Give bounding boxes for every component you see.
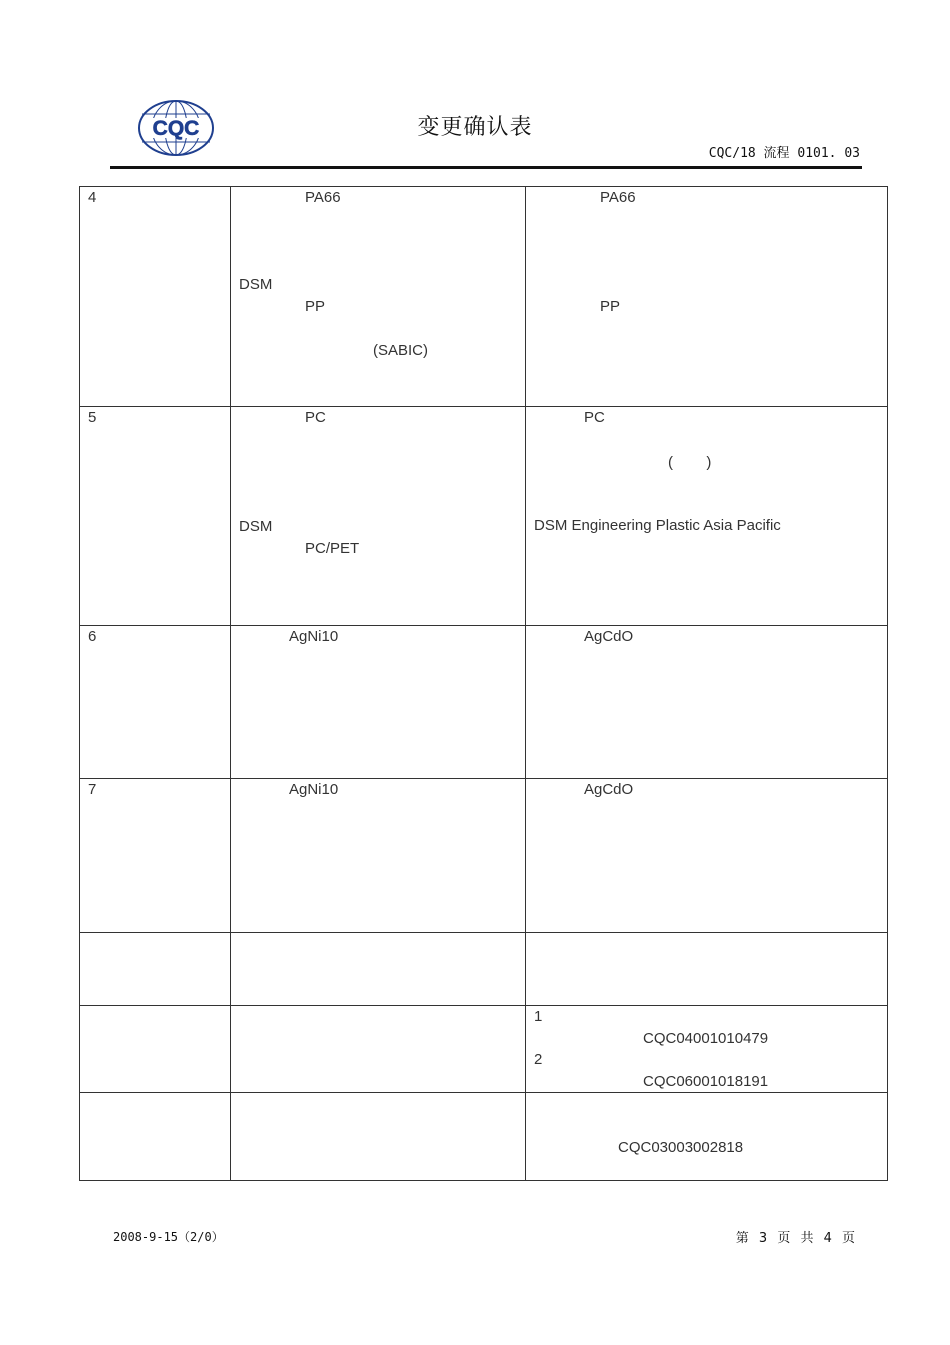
row-number-cell <box>80 187 231 407</box>
list-index: 2 <box>534 1051 543 1068</box>
material-text: AgNi10 <box>289 781 339 798</box>
parenthetical-text: ( ) <box>668 454 712 471</box>
row-number: 4 <box>88 189 97 206</box>
row-label-cell <box>80 933 231 1006</box>
row-number-cell <box>80 779 231 933</box>
page-indicator: 第 3 页 共 4 页 <box>735 1231 858 1246</box>
before-change-cell <box>231 626 526 779</box>
table-row <box>80 1006 888 1093</box>
row-number: 7 <box>88 781 97 798</box>
after-change-cell <box>526 187 888 407</box>
table-row <box>80 626 888 779</box>
supplier-text: DSM <box>239 518 273 535</box>
row-label-cell <box>80 1006 231 1093</box>
material-text: AgCdO <box>584 628 634 645</box>
material-text: PP <box>600 298 621 315</box>
material-text: PC/PET <box>305 540 360 557</box>
row-number: 5 <box>88 409 97 426</box>
footer-date: 2008-9-15（2/0） <box>113 1230 224 1244</box>
table-row <box>80 933 888 1006</box>
certificate-number: CQC03003002818 <box>618 1139 744 1156</box>
table-row <box>80 187 888 407</box>
material-text: PA66 <box>600 189 636 206</box>
before-change-cell <box>231 1093 526 1181</box>
svg-text:CQC: CQC <box>152 117 200 140</box>
after-change-cell <box>526 1006 888 1093</box>
change-confirmation-table <box>79 186 888 1181</box>
material-text: PP <box>305 298 326 315</box>
table-row <box>80 407 888 626</box>
list-index: 1 <box>534 1008 543 1025</box>
before-change-cell <box>231 779 526 933</box>
material-text: AgCdO <box>584 781 634 798</box>
header-divider <box>110 166 862 169</box>
page-title: 变更确认表 <box>417 115 533 140</box>
table-row <box>80 1093 888 1181</box>
supplier-text: DSM Engineering Plastic Asia Pacific <box>534 517 781 534</box>
after-change-cell <box>526 1093 888 1181</box>
certificate-number: CQC06001018191 <box>643 1073 769 1090</box>
before-change-cell <box>231 407 526 626</box>
row-label-cell <box>80 1093 231 1181</box>
before-change-cell <box>231 1006 526 1093</box>
after-change-cell <box>526 407 888 626</box>
material-text: PC <box>584 409 605 426</box>
supplier-text: (SABIC) <box>373 342 429 359</box>
material-text: PC <box>305 409 326 426</box>
after-change-cell <box>526 626 888 779</box>
before-change-cell <box>231 187 526 407</box>
before-change-cell <box>231 933 526 1006</box>
row-number-cell <box>80 626 231 779</box>
row-number-cell <box>80 407 231 626</box>
material-text: AgNi10 <box>289 628 339 645</box>
row-number: 6 <box>88 628 97 645</box>
material-text: PA66 <box>305 189 341 206</box>
after-change-cell <box>526 933 888 1006</box>
document-code: CQC/18 流程 0101. 03 <box>708 146 860 161</box>
after-change-cell <box>526 779 888 933</box>
supplier-text: DSM <box>239 276 273 293</box>
table-row <box>80 779 888 933</box>
certificate-number: CQC04001010479 <box>643 1030 769 1047</box>
